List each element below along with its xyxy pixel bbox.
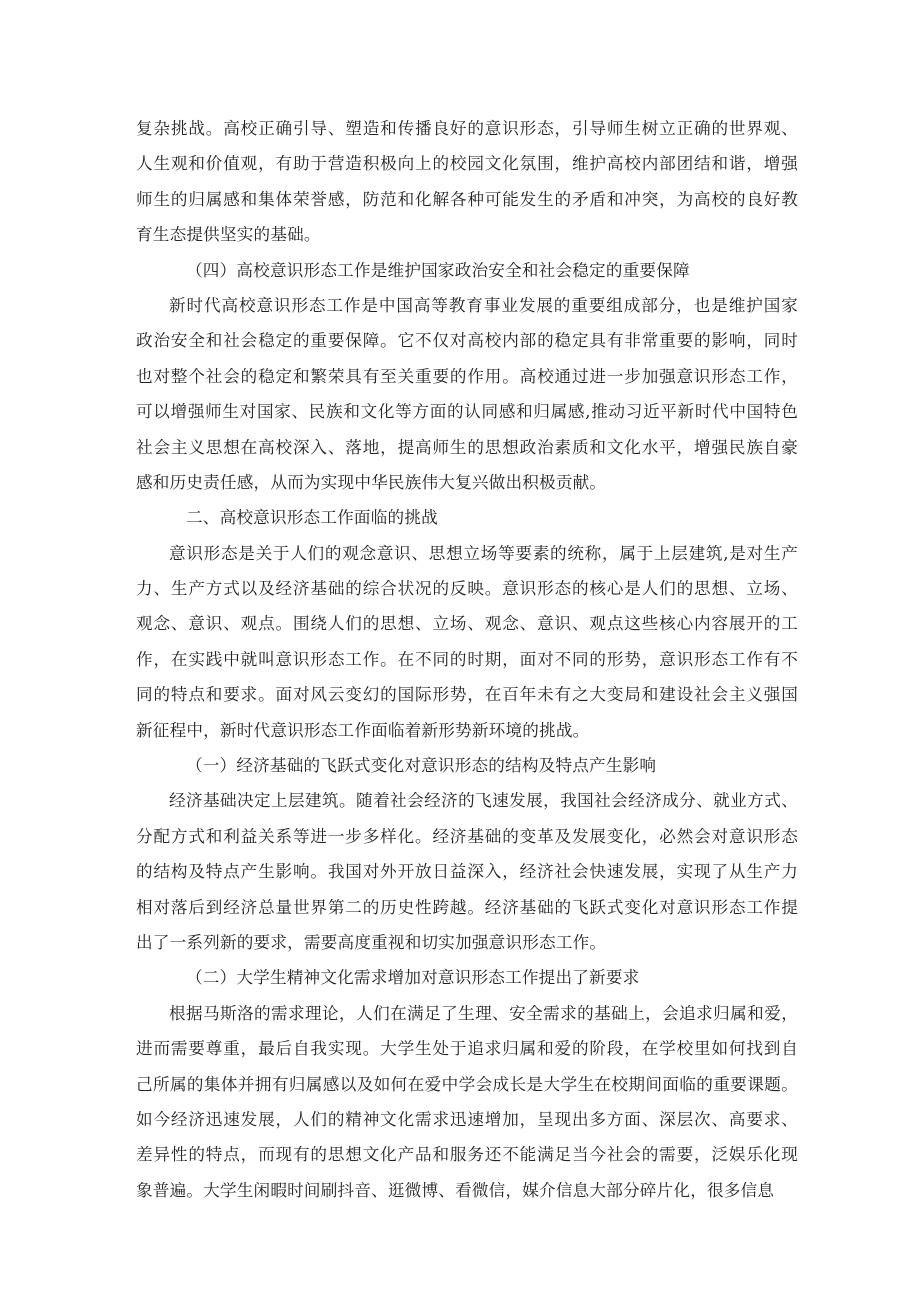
- text-line: （一）经济基础的飞跃式变化对意识形态的结构及特点产生影响: [186, 756, 657, 776]
- text-line: 差异性的特点，而现有的思想文化产品和服务还不能满足当今社会的需要，泛娱乐化现: [136, 1145, 798, 1165]
- text-line: 新时代高校意识形态工作是中国高等教育事业发展的重要组成部分，也是维护国家: [169, 295, 798, 315]
- text-line: 如今经济迅速发展，人们的精神文化需求迅速增加，呈现出多方面、深层次、高要求、: [136, 1109, 798, 1129]
- text-line: 相对落后到经济总量世界第二的历史性跨越。经济基础的飞跃式变化对意识形态工作提: [136, 897, 798, 917]
- text-line: 感和历史责任感，从而为实现中华民族伟大复兴做出积极贡献。: [136, 472, 607, 492]
- text-line: 意识形态是关于人们的观念意识、思想立场等要素的统称，属于上层建筑,是对生产: [169, 543, 798, 563]
- text-line: 师生的归属感和集体荣誉感，防范和化解各种可能发生的矛盾和冲突，为高校的良好教: [136, 189, 798, 209]
- text-line: 出了一系列新的要求，需要高度重视和切实加强意识形态工作。: [136, 932, 607, 952]
- text-line: 新征程中，新时代意识形态工作面临着新形势新环境的挑战。: [136, 720, 590, 740]
- text-line: 育生态提供坚实的基础。: [136, 225, 321, 245]
- text-line: 二、高校意识形态工作面临的挑战: [186, 508, 438, 528]
- subsection-heading: [136, 960, 798, 995]
- text-line: 作，在实践中就叫意识形态工作。在不同的时期，面对不同的形势，意识形态工作有不: [136, 649, 798, 669]
- text-line: 分配方式和利益关系等进一步多样化。经济基础的变革及发展变化，必然会对意识形态: [136, 826, 798, 846]
- text-line: （二）大学生精神文化需求增加对意识形态工作提出了新要求: [186, 968, 640, 988]
- text-line: 可以增强师生对国家、民族和文化等方面的认同感和归属感,推动习近平新时代中国特色: [136, 402, 798, 422]
- text-line: 象普遍。大学生闲暇时间刷抖音、逛微博、看微信，媒介信息大部分碎片化，很多信息: [136, 1180, 775, 1200]
- text-line: 己所属的集体并拥有归属感以及如何在爱中学会成长是大学生在校期间面临的重要课题。: [136, 1074, 798, 1094]
- subsection-heading: [136, 748, 798, 783]
- document-body: [136, 111, 798, 1208]
- body-paragraph: [136, 288, 798, 500]
- text-line: 也对整个社会的稳定和繁荣具有至关重要的作用。高校通过进一步加强意识形态工作，: [136, 366, 798, 386]
- text-line: 人生观和价值观，有助于营造积极向上的校园文化氛围，维护高校内部团结和谐，增强: [136, 154, 798, 174]
- body-paragraph: [136, 111, 798, 253]
- body-paragraph: [136, 536, 798, 748]
- body-paragraph: [136, 783, 798, 960]
- text-line: 观念、意识、观点。围绕人们的思想、立场、观念、意识、观点这些核心内容展开的工: [136, 614, 798, 634]
- body-paragraph: [136, 996, 798, 1208]
- text-line: 社会主义思想在高校深入、落地，提高师生的思想政治素质和文化水平，增强民族自豪: [136, 437, 798, 457]
- text-line: 经济基础决定上层建筑。随着社会经济的飞速发展，我国社会经济成分、就业方式、: [169, 791, 798, 811]
- text-line: 的结构及特点产生影响。我国对外开放日益深入，经济社会快速发展，实现了从生产力: [136, 862, 798, 882]
- text-line: （四）高校意识形态工作是维护国家政治安全和社会稳定的重要保障: [186, 260, 690, 280]
- text-line: 复杂挑战。高校正确引导、塑造和传播良好的意识形态，引导师生树立正确的世界观、: [136, 119, 798, 138]
- subsection-heading: [136, 253, 798, 288]
- text-line: 同的特点和要求。面对风云变幻的国际形势，在百年未有之大变局和建设社会主义强国: [136, 685, 798, 705]
- text-line: 政治安全和社会稳定的重要保障。它不仅对高校内部的稳定具有非常重要的影响，同时: [136, 331, 798, 351]
- section-heading: [136, 500, 798, 535]
- text-line: 进而需要尊重，最后自我实现。大学生处于追求归属和爱的阶段，在学校里如何找到自: [136, 1039, 798, 1059]
- text-line: 根据马斯洛的需求理论，人们在满足了生理、安全需求的基础上，会追求归属和爱，: [169, 1003, 798, 1023]
- text-line: 力、生产方式以及经济基础的综合状况的反映。意识形态的核心是人们的思想、立场、: [136, 579, 798, 599]
